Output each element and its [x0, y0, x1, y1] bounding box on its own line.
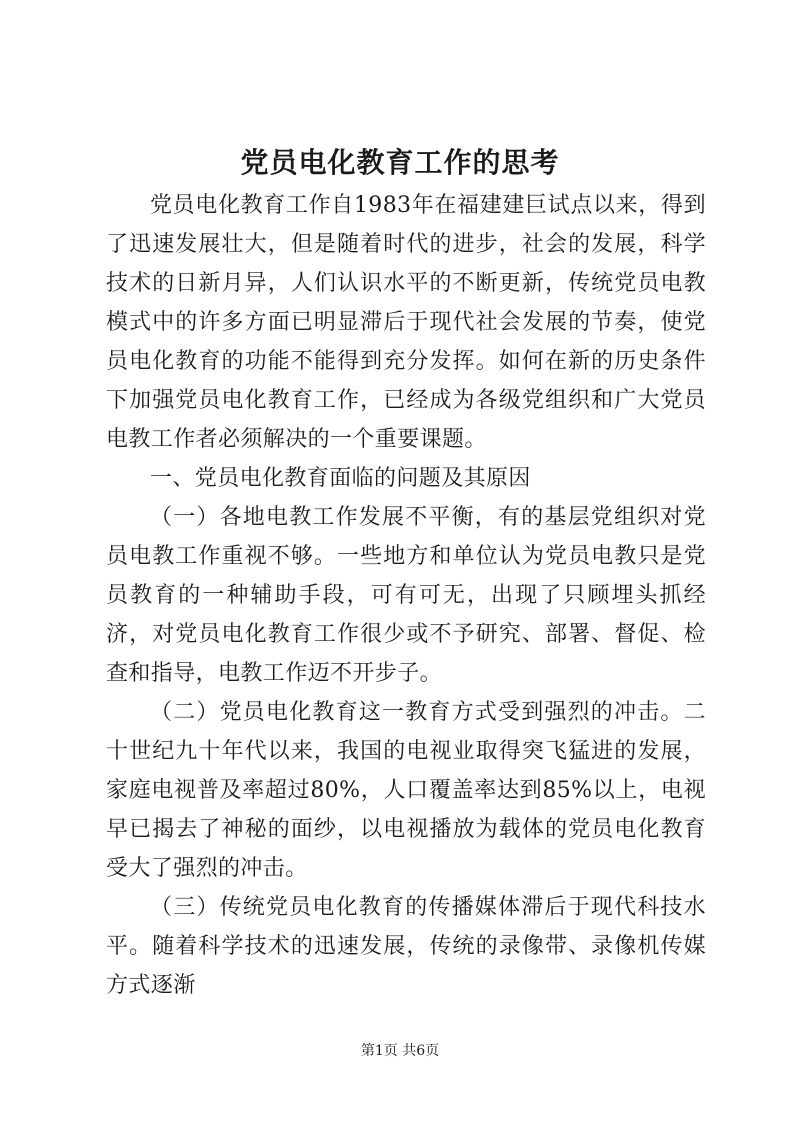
paragraph-point-1: （一）各地电教工作发展不平衡，有的基层党组织对党员电教工作重视不够。一些地方和单位认为党员电教只是党员教育的一种辅助手段，可有可无，出现了只顾埋头抓经济，对党员电化教育工作很少或不予研究、部署、督促、检查和指导，电教工作迈不开步子。: [106, 505, 706, 686]
document-title: 党员电化教育工作的思考: [240, 146, 560, 179]
document-body: [106, 186, 706, 1005]
paragraph-point-3: （三）传统党员电化教育的传播媒体滞后于现代科技水平。随着科学技术的迅速发展，传统的录像带、录像机传媒方式逐渐: [106, 895, 706, 998]
page-number-footer: 第1页 共6页: [360, 1043, 440, 1059]
paragraph-intro: 党员电化教育工作自1983年在福建建巨试点以来，得到了迅速发展壮大，但是随着时代的进步，社会的发展，科学技术的日新月异，人们认识水平的不断更新，传统党员电教模式中的许多方面已明显滞后于现代社会发展的节奏，使党员电化教育的功能不能得到充分发挥。如何在新的历史条件下加强党员电化教育工作，已经成为各级党组织和广大党员电教工作者必须解决的一个重要课题。: [106, 193, 706, 452]
paragraph-point-2: （二）党员电化教育这一教育方式受到强烈的冲击。二十世纪九十年代以来，我国的电视业取得突飞猛进的发展，家庭电视普及率超过80%，人口覆盖率达到85%以上，电视早已揭去了神秘的面纱，以电视播放为载体的党员电化教育受大了强烈的冲击。: [106, 700, 706, 881]
section-heading-problems: 一、党员电化教育面临的问题及其原因: [150, 466, 531, 491]
